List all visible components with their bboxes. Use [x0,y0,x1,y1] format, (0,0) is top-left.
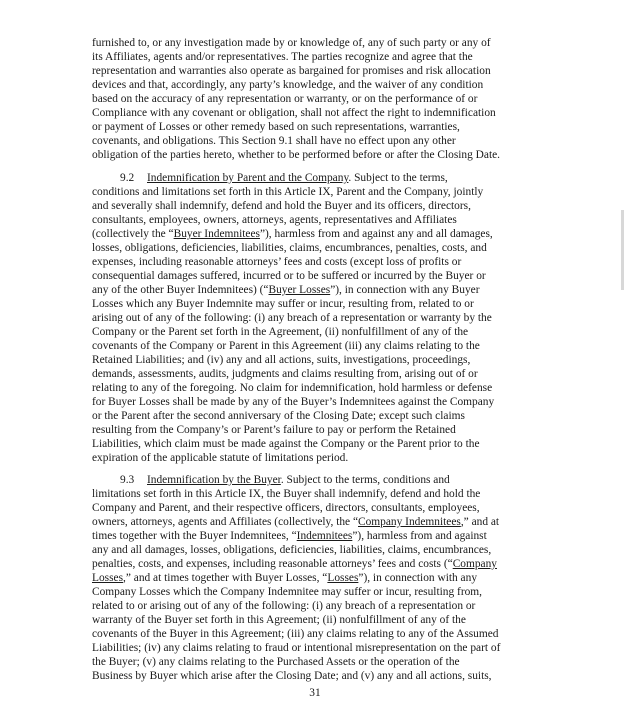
section-number-9-3: 9.3 [120,474,135,486]
paragraph-line: Company and Parent, and their respective officers, directors, consultants, employees, [92,502,480,514]
text-span: ”), harmless from and against any and all damages, [259,228,493,240]
paragraph-line: Retained Liabilities; and (iv) any and all actions, suits, investigations, proceedings, [92,354,471,366]
paragraph-line: any and all damages, losses, obligations, deficiencies, liabilities, claims, encumbrances, [92,544,492,556]
text-span: ,” and at times together with Buyer Losses, “ [123,572,328,584]
paragraph-line [92,515,499,529]
paragraph-line [92,557,497,571]
paragraph-line: Losses which any Buyer Indemnite may suffer or incur, resulting from, related to or [92,298,474,310]
scan-edge-mark [621,210,624,290]
paragraph-line: representation and warranties also operate as bargained for promises and risk allocation [92,65,491,77]
defined-term: Buyer Indemnitees [173,228,260,240]
paragraph-line: and severally shall indemnify, defend and hold the Buyer and its officers, directors, [92,200,471,212]
paragraph-line [92,571,477,585]
paragraph-line: furnished to, or any investigation made by or knowledge of, any of such party or any of [92,37,491,49]
paragraph-line [92,283,480,297]
paragraph-line: demands, assessments, audits, judgments and claims resulting from, arising out of or [92,368,478,380]
paragraph-line: expenses, including reasonable attorneys’ fees and costs (except loss of profits or [92,256,462,268]
paragraph-line: or payment of Losses or other remedy based on such representations, warranties, [92,121,460,133]
paragraph-line: consequential damages suffered, incurred or to be suffered or incurred by the Buyer or [92,270,486,282]
paragraph-line [92,227,493,241]
paragraph-line: the Buyer; (v) any claims relating to the Purchased Assets or the operation of the [92,656,460,668]
text-span: times together with the Buyer Indemnitees, “ [92,530,297,542]
defined-term: Company [452,558,497,570]
paragraph-line: resulting from the Company’s or Parent’s failure to pay or perform the Retained [92,424,456,436]
paragraph-line: based on the accuracy of any representation or warranty, or on the performance of or [92,93,478,105]
paragraph-line: expiration of the applicable statute of limitations period. [92,452,349,464]
text-span: owners, attorneys, agents and Affiliates (collectively, the “ [92,516,359,528]
section-number-9-2: 9.2 [120,172,135,184]
section-heading-9-2: Indemnification by Parent and the Company [147,172,349,184]
text-span: (collectively the “ [92,228,174,240]
paragraph-line: covenants, and obligations. This Section 9.1 shall have no effect upon any other [92,135,456,147]
paragraph-line: Company Losses which the Company Indemnitee may suffer or incur, resulting from, [92,586,483,598]
text-span: ”), in connection with any Buyer [330,284,480,296]
defined-term: Losses [327,572,359,584]
text-span: ”), harmless from and against [352,530,487,542]
paragraph-line: Liabilities, which claim must be made against the Company or the Parent prior to the [92,438,480,450]
page-number: 31 [309,687,321,699]
paragraph-line [92,529,487,543]
paragraph-line: Liabilities; (iv) any claims relating to fraud or intentional misrepresentation on the part of [92,642,501,654]
paragraph-line: consultants, employees, owners, attorneys, agents, representatives and Affiliates [92,214,457,226]
defined-term: Losses [92,572,124,584]
section-9-2-intro: . Subject to the terms, [348,172,448,184]
paragraph-line: Compliance with any covenant or obligation, shall not affect the right to indemnification [92,107,496,119]
paragraph-line: its Affiliates, agents and/or representatives. The parties recognize and agree that the [92,51,473,63]
section-heading-9-3: Indemnification by the Buyer [147,474,281,486]
paragraph-line: Company or the Parent set forth in the Agreement, (ii) nonfulfillment of any of the [92,326,469,338]
paragraph-line: covenants of the Buyer in this Agreement; (iii) any claims relating to any of the Assumed [92,628,499,640]
paragraph-line: relating to any of the foregoing. No claim for indemnification, hold harmless or defense [92,382,493,394]
paragraph-line: or the Parent after the second anniversary of the Closing Date; except such claims [92,410,465,422]
paragraph-line: limitations set forth in this Article IX, the Buyer shall indemnify, defend and hold the [92,488,481,500]
defined-term: Buyer Losses [268,284,331,296]
text-span: any of the other Buyer Indemnitees) (“ [92,284,269,296]
paragraph-line: for Buyer Losses shall be made by any of the Buyer’s Indemnitees against the Company [92,396,495,408]
text-span: penalties, costs, and expenses, including reasonable attorneys’ fees and costs (“ [92,558,453,570]
section-9-2-first-line [147,171,448,185]
section-9-3-intro: . Subject to the terms, conditions and [280,474,450,486]
text-span: ”), in connection with any [358,572,478,584]
paragraph-line: Business by Buyer which arise after the Closing Date; and (v) any and all actions, suits, [92,670,492,682]
paragraph-line: arising out of any of the following: (i) any breach of a representation or warranty by the [92,312,492,324]
paragraph-line: conditions and limitations set forth in this Article IX, Parent and the Company, jointly [92,186,484,198]
paragraph-line: obligation of the parties hereto, whether to be performed before or after the Closing Date. [92,149,501,161]
defined-term: Indemnitees [296,530,353,542]
section-9-3-first-line [147,473,450,487]
paragraph-line: losses, obligations, deficiencies, liabilities, claims, encumbrances, penalties, costs, and [92,242,487,254]
paragraph-line: warranty of the Buyer set forth in this Agreement; (ii) nonfulfillment of any of the [92,614,466,626]
text-span: ,” and at [460,516,500,528]
paragraph-line: devices and that, accordingly, any party’s knowledge, and the waiver of any condition [92,79,484,91]
paragraph-line: related to or arising out of any of the following: (i) any breach of a representation or [92,600,476,612]
defined-term: Company Indemnitees [358,516,461,528]
paragraph-line: covenants of the Company or Parent in this Agreement (iii) any claims relating to the [92,340,480,352]
